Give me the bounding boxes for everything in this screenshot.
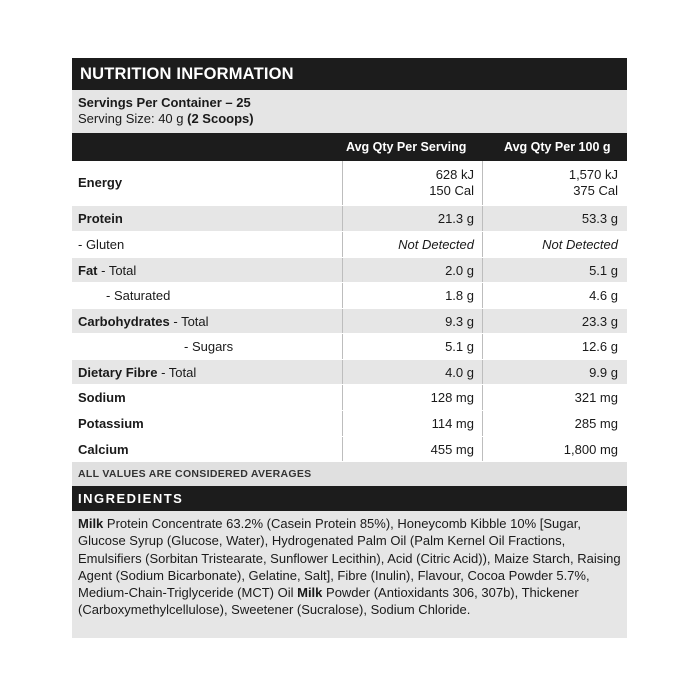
nutrient-name (78, 314, 209, 329)
per-serving-value: 9.3 g (445, 314, 474, 329)
nutrient-name (184, 339, 233, 354)
column-divider (342, 258, 343, 282)
per-serving-value: 114 mg (431, 416, 474, 431)
ingredient-text-1: Protein Concentrate 63.2% (Casein Protein 85%), Honeycomb Kibble 10% [Sugar, Glucose Syrup (Glucose, Water), Hydrogenated Palm Oil (Palm Kernel Oil Fractions, Emulsifiers (Sorbitan Tristearate, Sunflower Lecithin), Acid (Citric Acid)), Maize Starch, Raising Agent (Sodium Bicarbonate), Gelatine, Salt], Fibre (Inulin), Flavour, Cocoa Powder 5.7%, Medium-Chain-Triglyceride (MCT) Oil (78, 516, 621, 601)
ingredients-text (72, 511, 627, 638)
table-row (72, 258, 627, 283)
column-divider (342, 411, 343, 436)
nutrient-name (78, 442, 129, 457)
per-100g-value: 375 Cal (573, 183, 618, 198)
table-row (72, 161, 627, 206)
nutrient-name (106, 288, 170, 303)
per-serving-value: 150 Cal (429, 183, 474, 198)
panel-title: NUTRITION INFORMATION (72, 58, 627, 90)
ingredient-text-2: Powder (Antioxidants 306, 307b), Thickener (Carboxymethylcellulose), Sweetener (Sucralose), Sodium Chloride. (78, 585, 579, 618)
nutrient-name (78, 416, 144, 431)
nutrient-name-bold: Sodium (78, 390, 126, 405)
column-divider (482, 232, 483, 257)
table-row (72, 385, 627, 411)
nutrient-name-bold: Dietary Fibre (78, 365, 158, 380)
column-divider (342, 360, 343, 384)
nutrient-name-bold: Calcium (78, 442, 129, 457)
table-row (72, 360, 627, 385)
col-per-100g: Avg Qty Per 100 g (504, 140, 611, 154)
nutrient-name-sub: - Saturated (106, 288, 171, 303)
table-row (72, 411, 627, 437)
col-per-serving: Avg Qty Per Serving (346, 140, 467, 154)
per-100g-value: 5.1 g (589, 263, 618, 278)
column-divider (342, 309, 343, 333)
serving-size (78, 111, 621, 127)
column-divider (482, 161, 483, 205)
column-divider (342, 385, 343, 410)
nutrient-name-bold: Fat (78, 263, 98, 278)
table-row (72, 206, 627, 232)
column-header (72, 133, 627, 161)
nutrient-name-sub: - Total (157, 365, 197, 380)
nutrient-name-bold: Protein (78, 211, 123, 226)
table-row (72, 437, 627, 462)
nutrition-panel (72, 58, 627, 638)
column-divider (342, 206, 343, 231)
nutrient-name (78, 175, 122, 190)
column-divider (482, 206, 483, 231)
nutrient-name-sub: - Gluten (78, 237, 125, 252)
serving-info (72, 90, 627, 133)
ingredient-milk-2: Milk (297, 585, 323, 601)
ingredient-milk-1: Milk (78, 516, 104, 531)
column-divider (482, 258, 483, 282)
table-row (72, 309, 627, 334)
column-divider (482, 360, 483, 384)
nutrient-name-sub: - Total (97, 263, 137, 278)
nutrient-name (78, 390, 126, 405)
averages-note: ALL VALUES ARE CONSIDERED AVERAGES (72, 462, 627, 486)
nutrient-name-sub: - Total (169, 314, 209, 329)
per-100g-value: 1,570 kJ (568, 167, 618, 182)
per-serving-value: 21.3 g (437, 211, 474, 226)
column-divider (482, 309, 483, 333)
per-serving-value: Not Detected (398, 237, 474, 252)
table-row (72, 283, 627, 309)
table-row (72, 334, 627, 360)
per-100g-value: 12.6 g (581, 339, 618, 354)
column-divider (342, 334, 343, 359)
nutrient-name-bold: Carbohydrates (78, 314, 170, 329)
nutrition-rows (72, 161, 627, 462)
per-serving-value: 1.8 g (445, 288, 474, 303)
per-serving-value: 2.0 g (445, 263, 474, 278)
nutrient-name (78, 365, 196, 380)
column-divider (482, 334, 483, 359)
per-100g-value: 321 mg (574, 390, 618, 405)
nutrient-name-bold: Energy (78, 175, 123, 190)
column-divider (482, 385, 483, 410)
per-serving-value: 4.0 g (445, 365, 474, 380)
per-100g-value: Not Detected (542, 237, 618, 252)
nutrient-name (78, 211, 123, 226)
column-divider (342, 232, 343, 257)
per-100g-value: 23.3 g (581, 314, 618, 329)
column-divider (342, 283, 343, 308)
column-divider (342, 161, 343, 205)
per-serving-value: 128 mg (430, 390, 474, 405)
ingredients-heading: INGREDIENTS (72, 486, 627, 511)
nutrient-name-sub: - Sugars (184, 339, 234, 354)
per-serving-value: 455 mg (430, 442, 474, 457)
per-serving-value: 628 kJ (435, 167, 474, 182)
serving-size-scoops: (2 Scoops) (187, 111, 254, 126)
per-serving-value: 5.1 g (445, 339, 474, 354)
column-divider (482, 437, 483, 461)
column-divider (342, 437, 343, 461)
nutrient-name (78, 237, 124, 252)
nutrient-name (78, 263, 136, 278)
per-100g-value: 9.9 g (589, 365, 618, 380)
serving-size-text: Serving Size: 40 g (78, 111, 188, 126)
table-row (72, 232, 627, 258)
column-divider (482, 283, 483, 308)
per-100g-value: 53.3 g (581, 211, 618, 226)
per-100g-value: 1,800 mg (563, 442, 618, 457)
per-100g-value: 4.6 g (589, 288, 618, 303)
servings-per-container: Servings Per Container – 25 (78, 95, 251, 110)
column-divider (482, 411, 483, 436)
per-100g-value: 285 mg (574, 416, 618, 431)
nutrient-name-bold: Potassium (78, 416, 144, 431)
